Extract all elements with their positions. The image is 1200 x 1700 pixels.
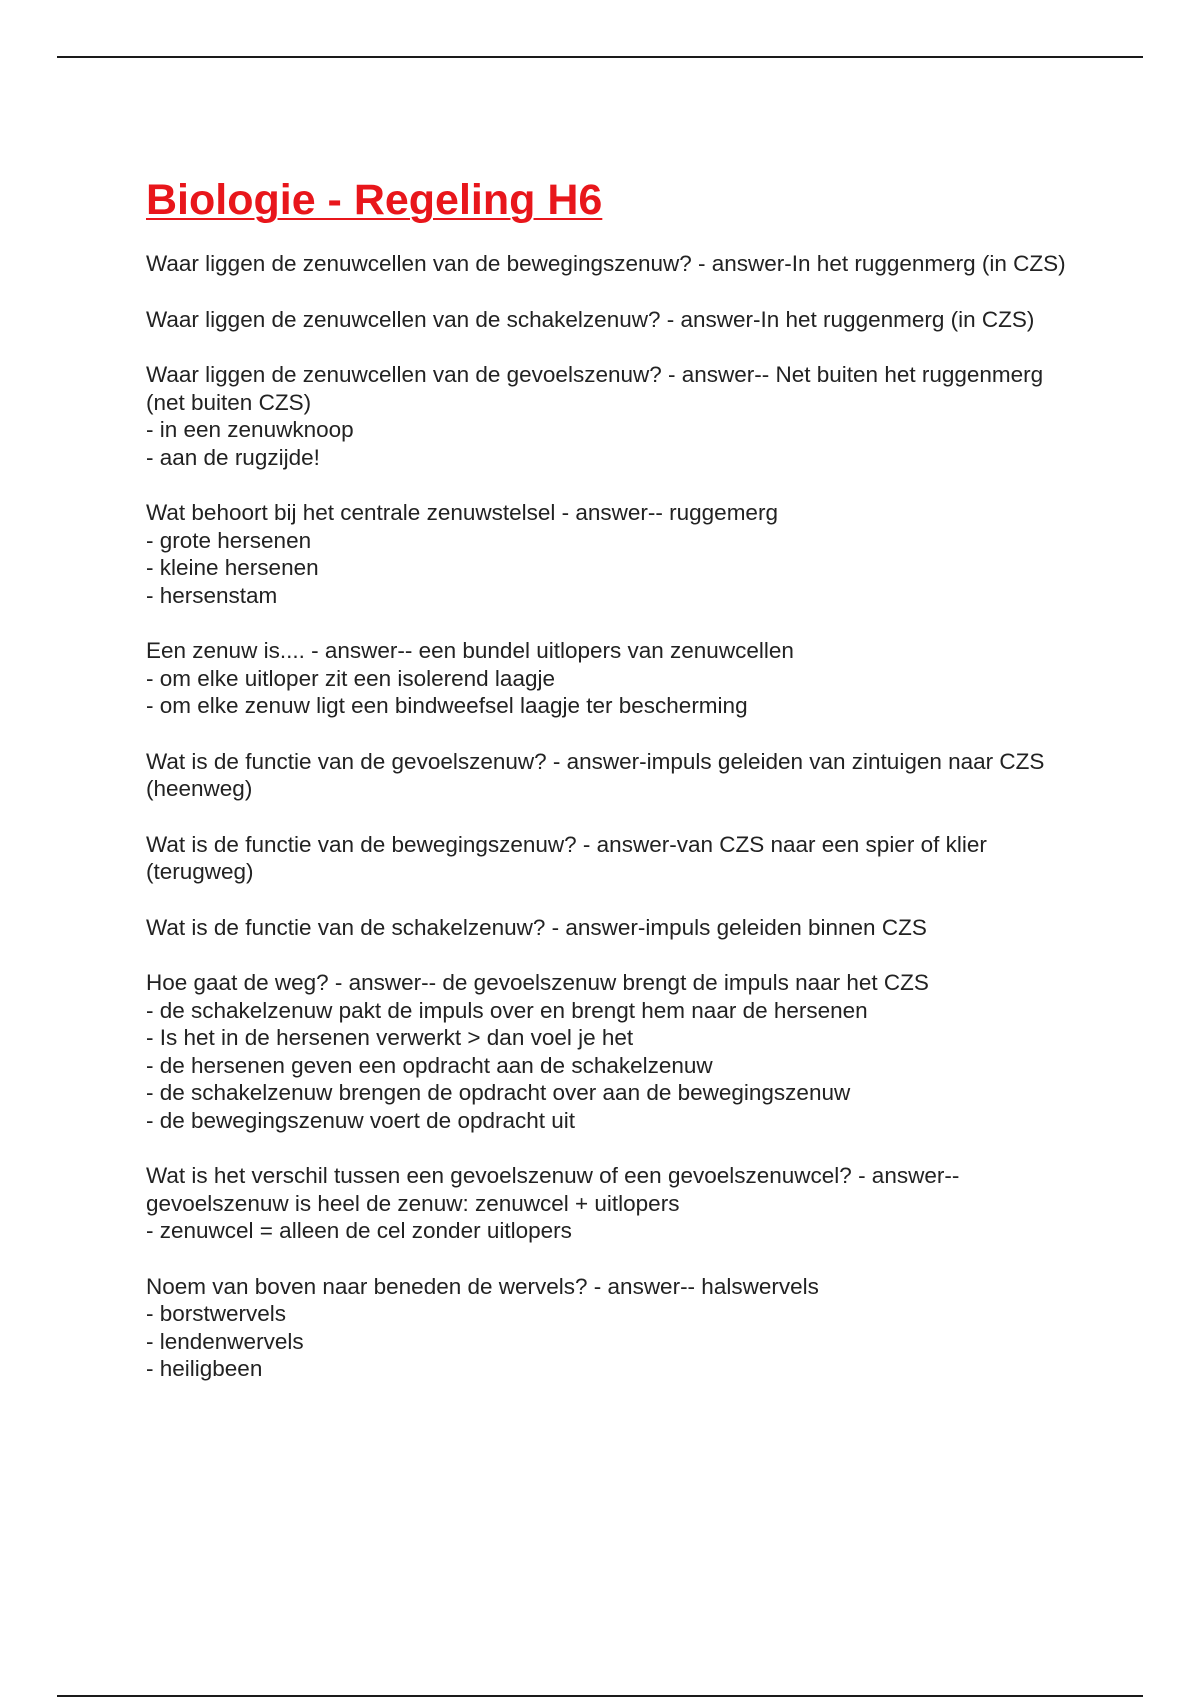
qa-entry xyxy=(146,361,1086,471)
qa-answer-line: - Is het in de hersenen verwerkt > dan voel je het xyxy=(146,1025,634,1050)
qa-question-line: Noem van boven naar beneden de wervels? - answer-- halswervels xyxy=(146,1273,819,1299)
qa-list xyxy=(146,250,1086,1383)
qa-entry xyxy=(146,499,1086,609)
qa-answer-line: - de schakelzenuw brengen de opdracht over aan de bewegingszenuw xyxy=(146,1080,851,1105)
qa-entry xyxy=(146,748,1086,803)
qa-answer-line: - zenuwcel = alleen de cel zonder uitlopers xyxy=(146,1218,572,1243)
qa-answer-line: - in een zenuwknoop xyxy=(146,417,354,442)
qa-question-line: Waar liggen de zenuwcellen van de schakelzenuw? - answer-In het ruggenmerg (in CZS) xyxy=(146,306,1035,332)
qa-answer-line: - om elke uitloper zit een isolerend laagje xyxy=(146,665,555,691)
top-rule xyxy=(57,56,1143,58)
qa-answer-line: - grote hersenen xyxy=(146,527,312,553)
qa-answer-line: - aan de rugzijde! xyxy=(146,444,320,470)
qa-answer-line: - de schakelzenuw pakt de impuls over en brengt hem naar de hersenen xyxy=(146,997,868,1023)
qa-question-line: Wat is de functie van de bewegingszenuw? - answer-van CZS naar een spier of klier (terugweg) xyxy=(146,831,987,884)
qa-answer-line: - hersenstam xyxy=(146,582,278,608)
bottom-rule xyxy=(57,1695,1143,1697)
qa-question-line: Waar liggen de zenuwcellen van de bewegingszenuw? - answer-In het ruggenmerg (in CZS) xyxy=(146,251,1066,276)
document-title: Biologie - Regeling H6 xyxy=(146,176,603,224)
qa-question-line: Wat is de functie van de schakelzenuw? - answer-impuls geleiden binnen CZS xyxy=(146,914,927,940)
qa-entry xyxy=(146,250,1086,278)
qa-entry xyxy=(146,1273,1086,1383)
document-body xyxy=(146,172,1086,1411)
qa-answer-line: - kleine hersenen xyxy=(146,555,319,580)
qa-entry xyxy=(146,914,1086,942)
qa-question-line: Waar liggen de zenuwcellen van de gevoelszenuw? - answer-- Net buiten het ruggenmerg (net buiten CZS) xyxy=(146,362,1044,415)
qa-entry xyxy=(146,1162,1086,1245)
qa-answer-line: - de bewegingszenuw voert de opdracht uit xyxy=(146,1107,576,1133)
qa-entry xyxy=(146,637,1086,720)
qa-question-line: Wat is het verschil tussen een gevoelszenuw of een gevoelszenuwcel? - answer-- gevoelszenuw is heel de zenuw: zenuwcel + uitlopers xyxy=(146,1163,960,1216)
qa-entry xyxy=(146,306,1086,334)
qa-question-line: Hoe gaat de weg? - answer-- de gevoelszenuw brengt de impuls naar het CZS xyxy=(146,970,929,995)
qa-answer-line: - heiligbeen xyxy=(146,1356,263,1381)
qa-entry xyxy=(146,831,1086,886)
qa-answer-line: - lendenwervels xyxy=(146,1328,304,1354)
qa-question-line: Wat behoort bij het centrale zenuwstelsel - answer-- ruggemerg xyxy=(146,500,778,525)
qa-answer-line: - borstwervels xyxy=(146,1301,287,1326)
qa-answer-line: - de hersenen geven een opdracht aan de schakelzenuw xyxy=(146,1052,713,1078)
qa-question-line: Wat is de functie van de gevoelszenuw? - answer-impuls geleiden van zintuigen naar CZS (heenweg) xyxy=(146,748,1045,801)
qa-question-line: Een zenuw is.... - answer-- een bundel uitlopers van zenuwcellen xyxy=(146,638,794,663)
qa-entry xyxy=(146,969,1086,1134)
qa-answer-line: - om elke zenuw ligt een bindweefsel laagje ter bescherming xyxy=(146,693,748,718)
